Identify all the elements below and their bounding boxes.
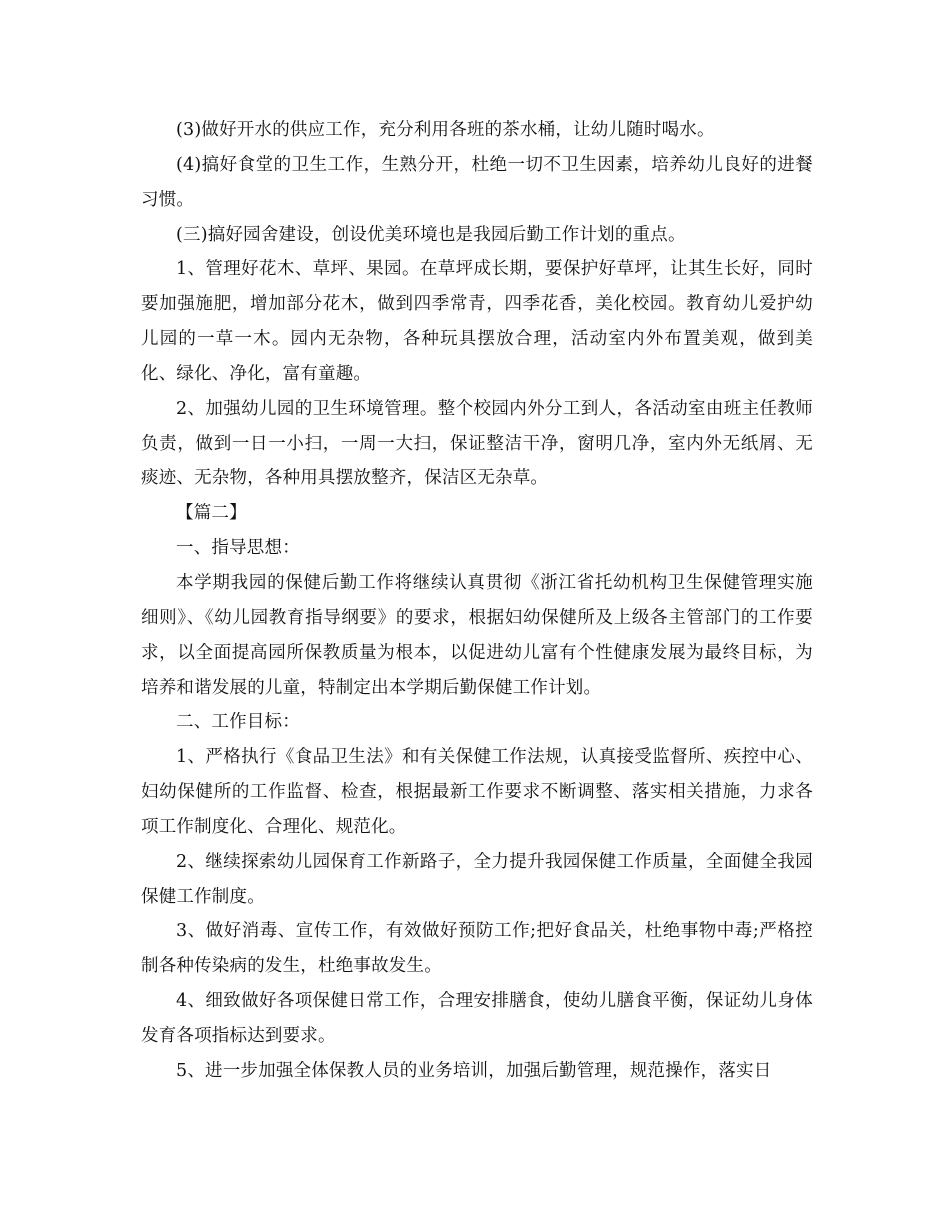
paragraph-goal-4: 4、细致做好各项保健日常工作，合理安排膳食，使幼儿膳食平衡，保证幼儿身体发育各项指标达到要求。 (141, 991, 813, 1046)
document-body (141, 113, 813, 1089)
paragraph-goal-5: 5、进一步加强全体保教人员的业务培训，加强后勤管理，规范操作，落实日 (176, 1060, 772, 1081)
paragraph-guiding-ideology: 本学期我园的保健后勤工作将继续认真贯彻《浙江省托幼机构卫生保健管理实施细则》、《幼儿园教育指导纲要》的要求，根据妇幼保健所及上级各主管部门的工作要求，以全面提高园所保教质量为根本，以促进幼儿富有个性健康发展为最终目标，为培养和谐发展的儿童，特制定出本学期后勤保健工作计划。 (141, 572, 813, 698)
paragraph-goal-1: 1、严格执行《食品卫生法》和有关保健工作法规，认真接受监督所、疾控中心、妇幼保健所的工作监督、检查，根据最新工作要求不断调整、落实相关措施，力求各项工作制度化、合理化、规范化。 (141, 747, 813, 837)
paragraph-goal-2: 2、继续探索幼儿园保育工作新路子，全力提升我园保健工作质量，全面健全我园保健工作制度。 (141, 851, 813, 907)
paragraph-hygiene-management: 2、加强幼儿园的卫生环境管理。整个校园内外分工到人，各活动室由班主任教师负责，做到一日一小扫，一周一大扫，保证整洁干净，窗明几净，室内外无纸屑、无痰迹、无杂物，各种用具摆放整齐，保洁区无杂草。 (141, 398, 813, 489)
paragraph-landscaping: 1、管理好花木、草坪、果园。在草坪成长期，要保护好草坪，让其生长好，同时要加强施肥，增加部分花木，做到四季常青，四季花香，美化校园。教育幼儿爱护幼儿园的一草一木。园内无杂物，各种玩具摆放合理，活动室内外布置美观，做到美化、绿化、净化，富有童趣。 (141, 259, 813, 384)
paragraph-campus-construction: (三)搞好园舍建设，创设优美环境也是我园后勤工作计划的重点。 (176, 224, 686, 245)
heading-guiding-ideology: 一、指导思想： (176, 538, 300, 559)
heading-work-goals: 二、工作目标： (176, 712, 300, 733)
paragraph-canteen-hygiene: (4)搞好食堂的卫生工作，生熟分开，杜绝一切不卫生因素，培养幼儿良好的进餐习惯。 (141, 154, 813, 210)
section-heading-part-two: 【篇二】 (176, 503, 247, 524)
paragraph-water-supply: (3)做好开水的供应工作，充分利用各班的茶水桶，让幼儿随时喝水。 (176, 120, 715, 140)
paragraph-goal-3: 3、做好消毒、宣传工作，有效做好预防工作;把好食品关，杜绝事物中毒;严格控制各种传染病的发生，杜绝事故发生。 (141, 921, 813, 977)
